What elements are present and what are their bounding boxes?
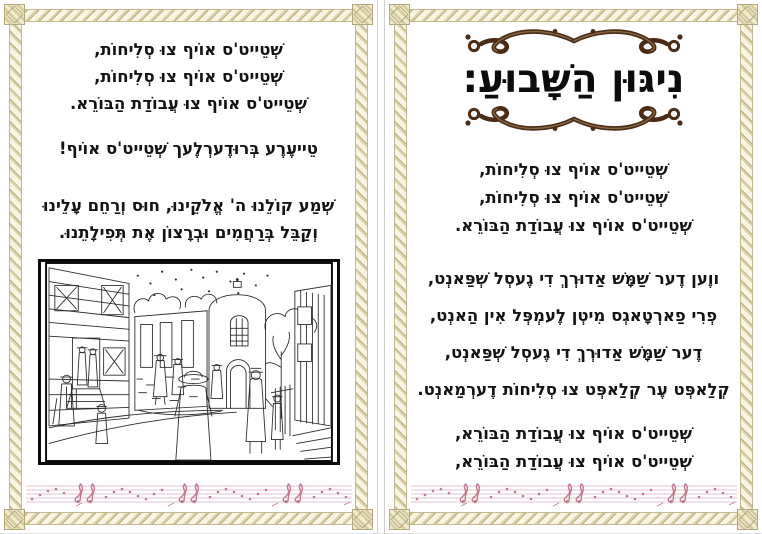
lyric-line: פְרִי פַארְטָאגְס מִיטְן לֶעמְפְּל אִין הַאנְט, xyxy=(429,306,718,325)
left-stanza-1 xyxy=(22,36,355,117)
right-page-content xyxy=(407,22,740,512)
rope-border-top xyxy=(9,9,368,22)
lyric-line: שְׁטֵייט'ס אוֹיף צוּ סְלִיחוֹת, xyxy=(479,188,668,207)
lyric-line: שְׁטֵייט'ס אוֹיף צוּ עֲבוֹדַת הַבּוֹרֵא. xyxy=(70,94,307,113)
page-title: נִיגּוּן הַשָּׁבוּעַ: xyxy=(462,57,685,102)
prayer-line: שְׁמַע קוֹלֵנוּ ה' אֱלֹקֵינוּ, חוּס וְרַחֵם עָלֵינוּ xyxy=(42,196,335,215)
prayer-lines xyxy=(22,192,355,246)
call-line: טֵייעֶרֶע בְּרוּדֶערְלֶעך שְׁטֵייט'ס אוֹיף! xyxy=(59,139,318,158)
right-page xyxy=(384,0,762,534)
right-stanza-3 xyxy=(407,420,740,476)
rope-border-bottom xyxy=(9,512,368,525)
rope-border-left xyxy=(9,9,22,525)
rope-border-top xyxy=(394,9,753,22)
corner-knot-icon xyxy=(389,4,410,25)
corner-knot-icon xyxy=(389,509,410,530)
rope-border-bottom xyxy=(394,512,753,525)
left-page-content xyxy=(22,22,355,512)
corner-knot-icon xyxy=(4,509,25,530)
prayer-line: וְקַבֵּל בְּרַחֲמִים וּבְרָצוֹן אֶת תְּפִילָתֵנוּ. xyxy=(58,223,319,242)
rope-border-right xyxy=(740,9,753,525)
left-page xyxy=(0,0,378,534)
right-stanza-2 xyxy=(407,260,740,408)
music-staff-decoration xyxy=(411,479,736,509)
lyric-line: שְׁטֵייט'ס אוֹיף צוּ עֲבוֹדַת הַבּוֹרֵא. xyxy=(455,216,692,235)
lyric-line: שְׁטֵייט'ס אוֹיף צוּ עֲבוֹדַת הַבּוֹרֵא, xyxy=(455,452,692,471)
lyric-line: ווֶען דֶער שַׁמָּשׁ אַדוּרְךְ דִי גֶעסְל שְׁפַּאנְט, xyxy=(427,269,720,288)
rope-border-left xyxy=(394,9,407,525)
right-stanza-1 xyxy=(407,156,740,240)
lyric-line: שְׁטֵייט'ס אוֹיף צוּ סְלִיחוֹת, xyxy=(94,40,283,59)
corner-knot-icon xyxy=(352,4,373,25)
corner-knot-icon xyxy=(737,509,758,530)
lyric-line: שְׁטֵייט'ס אוֹיף צוּ סְלִיחוֹת, xyxy=(479,160,668,179)
music-staff-decoration xyxy=(26,479,351,509)
rope-border-right xyxy=(355,9,368,525)
lyric-line: דֶער שַׁמָּשׁ אַדוּרְךְ דִי גֶעסְל שְׁפַּאנְט, xyxy=(444,343,703,362)
corner-knot-icon xyxy=(4,4,25,25)
lyric-line: שְׁטֵייט'ס אוֹיף צוּ סְלִיחוֹת, xyxy=(94,67,283,86)
scroll-flourish-icon xyxy=(459,28,689,54)
lyric-line: קְלַאפְּט עֶר קְלַאפְּט צוּ סְלִיחוֹת דֶערְמַאנְט. xyxy=(417,380,730,399)
lyric-line: שְׁטֵייט'ס אוֹיף צוּ עֲבוֹדַת הַבּוֹרֵא, xyxy=(455,424,692,443)
corner-knot-icon xyxy=(352,509,373,530)
street-scene-illustration xyxy=(38,259,340,465)
corner-knot-icon xyxy=(737,4,758,25)
scroll-flourish-icon xyxy=(459,106,689,132)
title-block xyxy=(407,28,740,132)
